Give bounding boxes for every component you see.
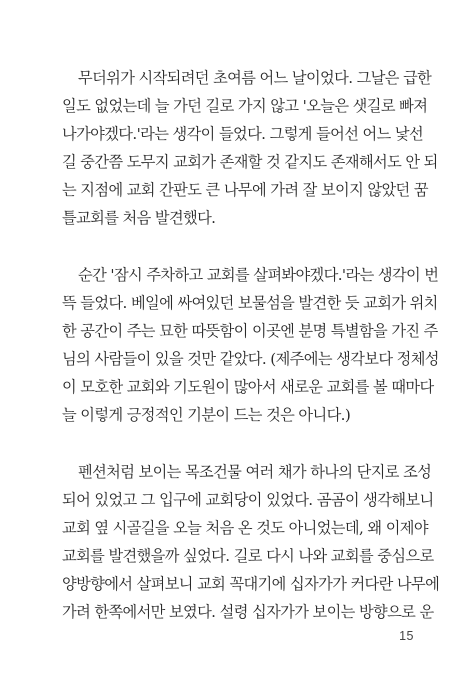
- paragraph-gap: [62, 232, 412, 261]
- text-line: 양방향에서 살펴보니 교회 꼭대기에 십자가가 커다란 나무에: [62, 575, 440, 593]
- text-line: 나가야겠다.'라는 생각이 들었다. 그렇게 들어선 어느 낯선: [62, 125, 424, 143]
- page-number: 15: [399, 629, 414, 643]
- text-line: 순간 '잠시 주차하고 교회를 살펴봐야겠다.'라는 생각이 번: [78, 266, 439, 284]
- text-line: 늘 이렇게 긍정적인 기분이 드는 것은 아니다.): [62, 406, 351, 424]
- paragraph-gap: [62, 429, 412, 458]
- paragraph-3: [62, 458, 440, 626]
- body-text: [62, 64, 440, 626]
- text-line: 길 중간쯤 도무지 교회가 존재할 것 같지도 존재해서도 안 되: [62, 153, 438, 171]
- text-line: 되어 있었고 그 입구에 교회당이 있었다. 곰곰이 생각해보니: [62, 491, 434, 509]
- text-line: 교회 옆 시골길을 오늘 처음 온 것도 아니었는데, 왜 이제야: [62, 519, 428, 537]
- paragraph-2: [62, 261, 439, 429]
- text-line: 펜션처럼 보이는 목조건물 여러 채가 하나의 단지로 조성: [78, 463, 432, 481]
- text-line: 는 지점에 교회 간판도 큰 나무에 가려 잘 보이지 않았던 꿈: [62, 181, 428, 199]
- text-line: 뜩 들었다. 베일에 싸여있던 보물섬을 발견한 듯 교회가 위치: [62, 294, 438, 312]
- text-line: 무더위가 시작되려던 초여름 어느 날이었다. 그날은 급한: [78, 69, 432, 87]
- text-line: 일도 없었는데 늘 가던 길로 가지 않고 '오늘은 샛길로 빠져: [62, 97, 428, 115]
- text-line: 교회를 발견했을까 싶었다. 길로 다시 나와 교회를 중심으로: [62, 547, 434, 565]
- paragraph-1: [62, 64, 438, 232]
- text-line: 이 모호한 교회와 기도원이 많아서 새로운 교회를 볼 때마다: [62, 378, 434, 396]
- text-line: 한 공간이 주는 묘한 따뜻함이 이곳엔 분명 특별함을 가진 주: [62, 322, 438, 340]
- text-line: 님의 사람들이 있을 것만 같았다. (제주에는 생각보다 정체성: [62, 350, 439, 368]
- text-line: 가려 한쪽에서만 보였다. 설령 십자가가 보이는 방향으로 운: [62, 603, 434, 621]
- text-line: 틀교회를 처음 발견했다.: [62, 209, 216, 227]
